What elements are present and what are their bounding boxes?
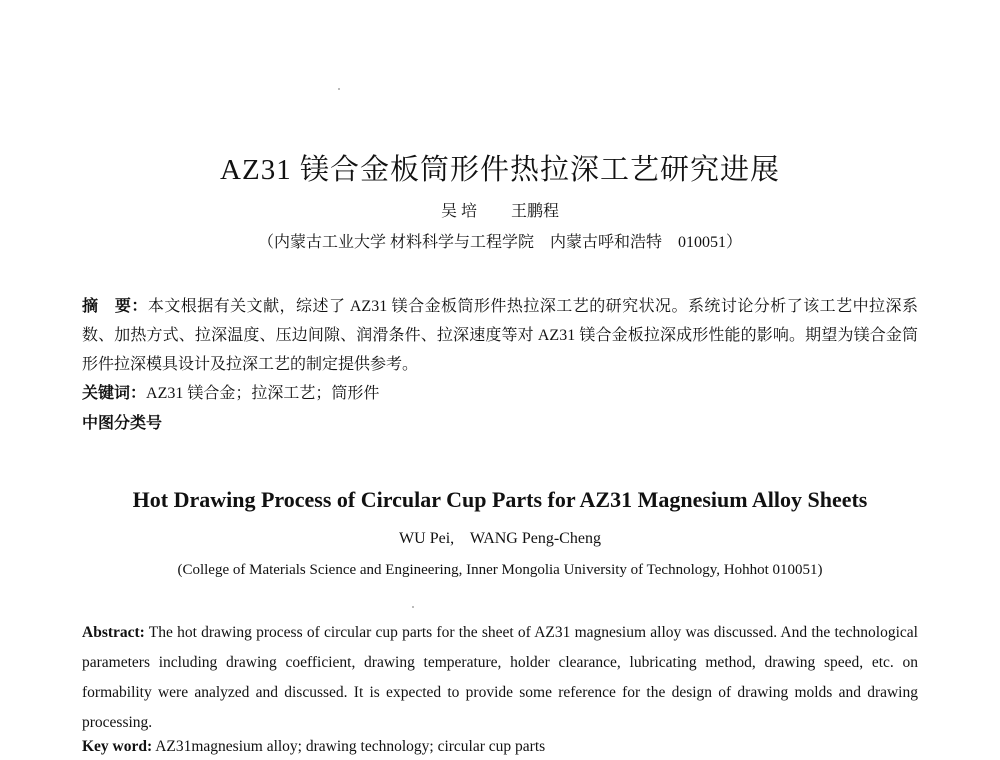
english-affiliation: (College of Materials Science and Engineering, Inner Mongolia University of Technology, Hohhot 010051) xyxy=(177,562,823,578)
english-abstract-label: Abstract: xyxy=(82,624,145,641)
chinese-classification xyxy=(82,412,918,436)
english-abstract xyxy=(82,618,918,738)
chinese-affiliation: （内蒙古工业大学 材料科学与工程学院 内蒙古呼和浩特 010051） xyxy=(257,234,742,251)
chinese-authors xyxy=(0,201,1000,223)
chinese-classification-label: 中图分类号 xyxy=(82,415,163,432)
chinese-author-2: 王鹏程 xyxy=(511,203,560,220)
chinese-abstract xyxy=(82,292,918,379)
english-abstract-text: The hot drawing process of circular cup parts for the sheet of AZ31 magnesium alloy was discussed. And the technological parameters including drawing coefficient, drawing temperature, holder clearance, lubricating method, drawing speed, etc. on formability were analyzed and discussed. It is expected to provide some reference for the design of drawing molds and drawing processing. xyxy=(82,624,918,731)
chinese-abstract-label: 摘 要： xyxy=(82,298,148,315)
chinese-title: AZ31 镁合金板筒形件热拉深工艺研究进展 xyxy=(220,154,780,186)
chinese-keywords-label: 关键词： xyxy=(82,385,147,402)
scan-speck xyxy=(338,88,340,90)
scan-speck xyxy=(412,606,414,608)
chinese-keywords xyxy=(82,382,918,406)
chinese-author-1: 吴 培 xyxy=(440,203,477,220)
english-authors: WU Pei, WANG Peng-Cheng xyxy=(399,530,601,547)
english-keywords-label: Key word: xyxy=(82,738,153,755)
english-keywords-text: AZ31magnesium alloy; drawing technology; circular cup parts xyxy=(152,738,546,755)
chinese-abstract-text: 本文根据有关文献，综述了 AZ31 镁合金板筒形件热拉深工艺的研究状况。系统讨论分析了该工艺中拉深系数、加热方式、拉深温度、压边间隙、润滑条件、拉深速度等对 AZ31 镁合金板拉深成形性能的影响。期望为镁合金筒形件拉深模具设计及拉深工艺的制定提供参考。 xyxy=(82,298,918,373)
english-title: Hot Drawing Process of Circular Cup Parts for AZ31 Magnesium Alloy Sheets xyxy=(132,487,868,512)
english-keywords xyxy=(82,736,918,758)
chinese-keywords-text: AZ31 镁合金；拉深工艺；筒形件 xyxy=(146,385,380,402)
